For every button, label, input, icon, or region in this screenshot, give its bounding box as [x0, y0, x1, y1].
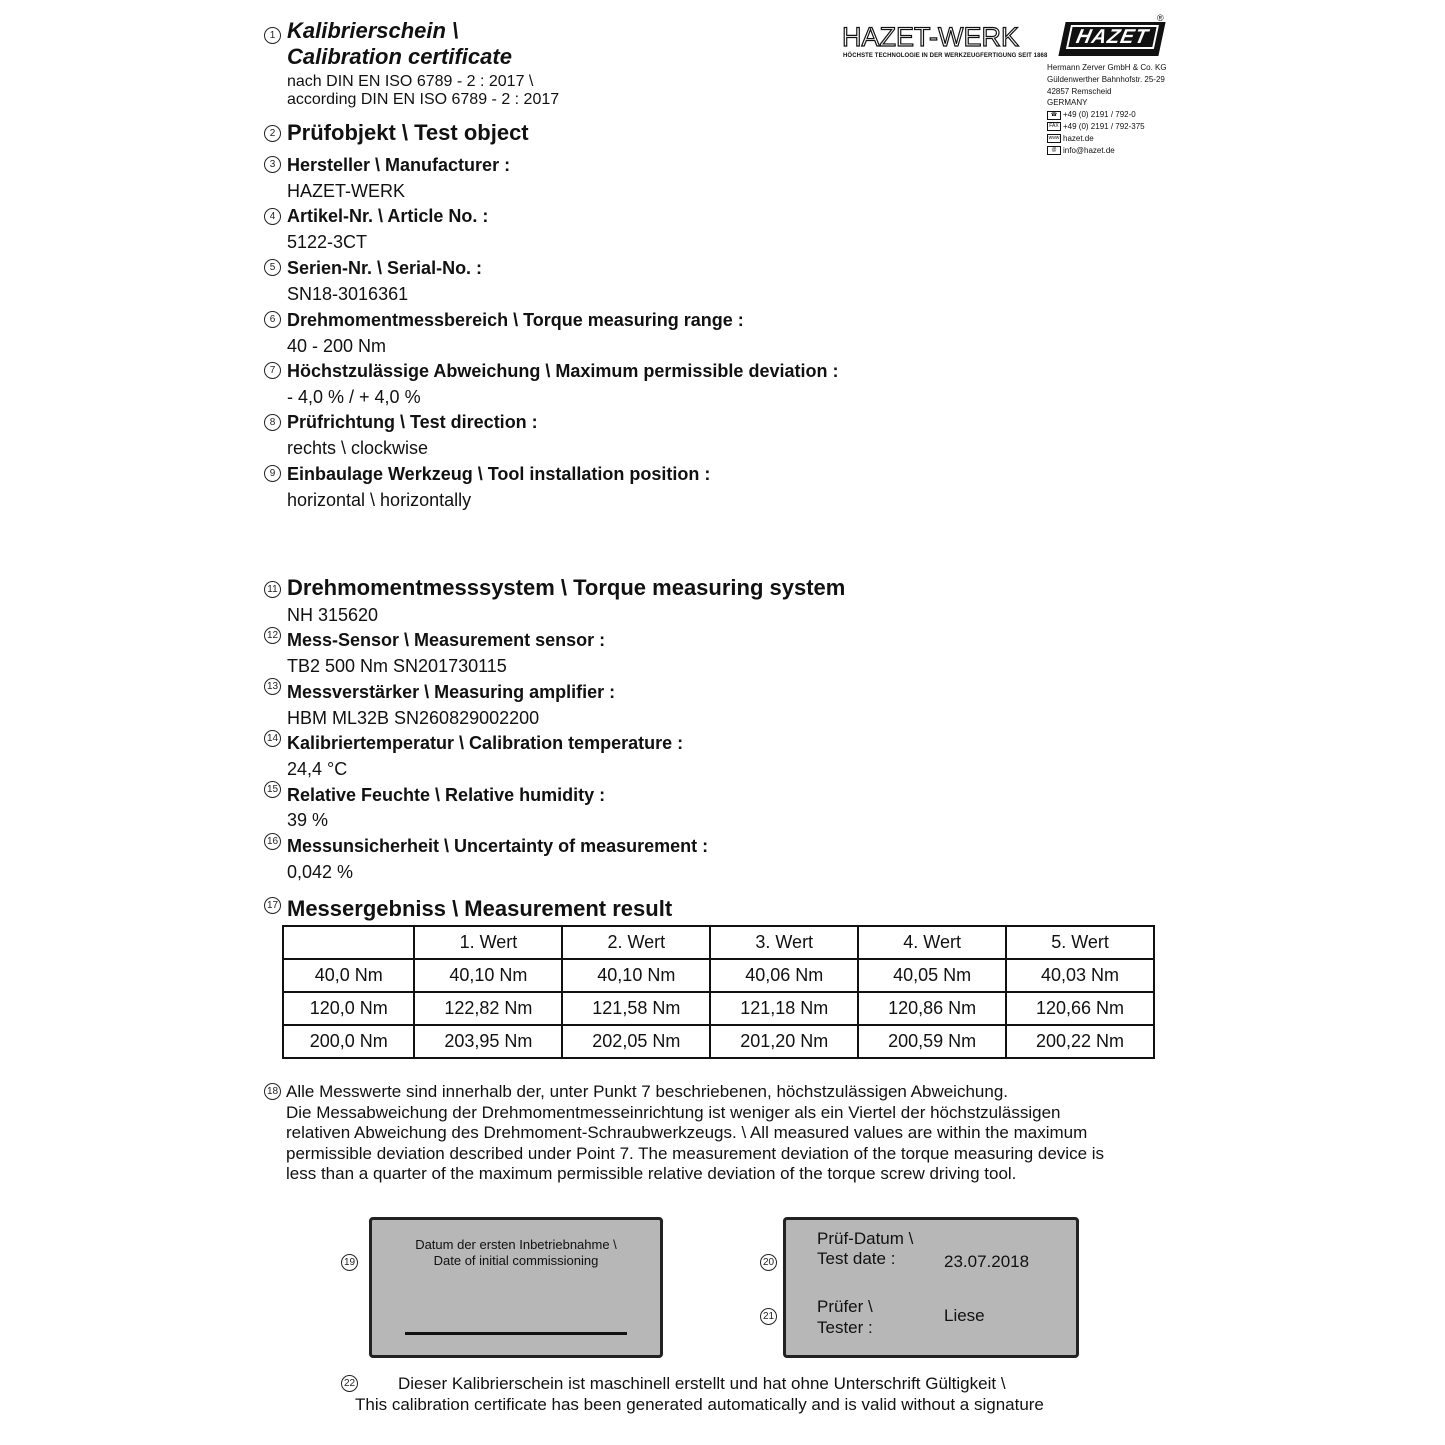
company-address [1047, 62, 1167, 156]
item-number-2: 2 [264, 125, 281, 142]
amplifier-label: Messverstärker \ Measuring amplifier : [287, 682, 616, 702]
address-fax: +49 (0) 2191 / 792-375 [1063, 121, 1145, 131]
item-number-9: 9 [264, 465, 281, 482]
item-number-18: 18 [264, 1083, 281, 1100]
humidity-value: 39 % [287, 810, 329, 830]
commissioning-box [369, 1217, 663, 1358]
address-phone-line [1047, 109, 1167, 121]
direction-value: rechts \ clockwise [287, 438, 429, 458]
table-cell: 202,05 Nm [562, 1025, 710, 1058]
norm-en: according DIN EN ISO 6789 - 2 : 2017 [287, 91, 560, 108]
table-header-cell: 2. Wert [562, 926, 710, 959]
system-heading: Drehmomentmesssystem \ Torque measuring system [287, 575, 846, 600]
registered-mark-icon: ® [1157, 13, 1164, 23]
table-cell: 121,18 Nm [710, 992, 858, 1025]
item-number-14: 14 [264, 730, 281, 747]
table-cell: 40,10 Nm [414, 959, 562, 992]
item-number-11: 11 [264, 581, 281, 598]
amplifier-value: HBM ML32B SN260829002200 [287, 708, 540, 728]
item-number-12: 12 [264, 627, 281, 644]
table-cell: 40,10 Nm [562, 959, 710, 992]
logo-tagline: HÖCHSTE TECHNOLOGIE IN DER WERKZEUGFERTIGUNG SEIT 1868 [843, 53, 1048, 59]
title-de: Kalibrierschein \ [287, 18, 459, 43]
manufacturer-label: Hersteller \ Manufacturer : [287, 155, 511, 175]
position-label: Einbaulage Werkzeug \ Tool installation position : [287, 464, 711, 484]
result-table [282, 925, 1155, 1059]
address-company: Hermann Zerver GmbH & Co. KG [1047, 63, 1167, 72]
footer-de: Dieser Kalibrierschein ist maschinell erstellt und hat ohne Unterschrift Gültigkeit \ [398, 1374, 1006, 1393]
table-cell: 40,03 Nm [1006, 959, 1154, 992]
address-fax-line [1047, 121, 1167, 133]
footer-en: This calibration certificate has been generated automatically and is valid without a signature [355, 1395, 1044, 1414]
note-line: relativen Abweichung des Drehmoment-Schraubwerkzeugs. \ All measured values are within the maximum [286, 1123, 1088, 1142]
test-date-label-en: Test date : [817, 1249, 896, 1268]
table-row [283, 959, 1154, 992]
title-en: Calibration certificate [287, 44, 512, 69]
commissioning-label-en: Date of initial commissioning [433, 1253, 599, 1268]
item-number-4: 4 [264, 208, 281, 225]
deviation-label: Höchstzulässige Abweichung \ Maximum permissible deviation : [287, 361, 839, 381]
address-country: GERMANY [1047, 98, 1088, 108]
address-email-line [1047, 145, 1167, 157]
serial-label: Serien-Nr. \ Serial-No. : [287, 258, 483, 278]
web-icon: www [1048, 135, 1060, 142]
item-number-15: 15 [264, 781, 281, 798]
position-value: horizontal \ horizontally [287, 490, 472, 510]
table-cell: 200,59 Nm [858, 1025, 1006, 1058]
table-header-cell: 5. Wert [1006, 926, 1154, 959]
item-number-7: 7 [264, 362, 281, 379]
serial-value: SN18-3016361 [287, 284, 409, 304]
uncertainty-label: Messunsicherheit \ Uncertainty of measurement : [287, 836, 709, 856]
range-value: 40 - 200 Nm [287, 336, 387, 356]
table-cell: 40,06 Nm [710, 959, 858, 992]
test-info-box [783, 1217, 1079, 1358]
temperature-label: Kalibriertemperatur \ Calibration temperature : [287, 733, 684, 753]
item-number-13: 13 [264, 678, 281, 695]
tester-label-de: Prüfer \ [817, 1297, 873, 1316]
test-date-label-de: Prüf-Datum \ [817, 1229, 914, 1248]
table-cell: 121,58 Nm [562, 992, 710, 1025]
table-header-cell: 1. Wert [414, 926, 562, 959]
table-cell: 122,82 Nm [414, 992, 562, 1025]
article-value: 5122-3CT [287, 232, 368, 252]
address-city: 42857 Remscheid [1047, 86, 1112, 96]
note-line: Die Messabweichung der Drehmomentmesseinrichtung ist weniger als ein Viertel der höchstzulässigen [286, 1102, 1061, 1122]
hazet-brand-text: HAZET [1066, 25, 1159, 49]
sensor-value: TB2 500 Nm SN201730115 [287, 656, 507, 676]
humidity-label: Relative Feuchte \ Relative humidity : [287, 785, 606, 805]
sensor-label: Mess-Sensor \ Measurement sensor : [287, 630, 606, 650]
phone-icon: ☎ [1047, 111, 1061, 120]
address-phone: +49 (0) 2191 / 792-0 [1063, 110, 1136, 120]
norm-de: nach DIN EN ISO 6789 - 2 : 2017 \ [287, 73, 534, 90]
item-number-22: 22 [341, 1375, 358, 1392]
table-cell: 120,0 Nm [283, 992, 414, 1025]
table-cell: 120,66 Nm [1006, 992, 1154, 1025]
tester-value: Liese [944, 1306, 985, 1325]
deviation-value: - 4,0 % / + 4,0 % [287, 387, 421, 407]
note-line: Alle Messwerte sind innerhalb der, unter Punkt 7 beschriebenen, höchstzulässigen Abweichung. [286, 1082, 1008, 1101]
test-object-heading: Prüfobjekt \ Test object [287, 120, 529, 145]
item-number-1: 1 [264, 27, 281, 44]
address-web-line [1047, 133, 1167, 145]
manufacturer-value: HAZET-WERK [287, 181, 406, 201]
table-cell: 120,86 Nm [858, 992, 1006, 1025]
item-number-19: 19 [341, 1254, 358, 1271]
table-cell: 40,05 Nm [858, 959, 1006, 992]
test-date-value: 23.07.2018 [944, 1252, 1030, 1271]
table-row [283, 1025, 1154, 1058]
note-line: less than a quarter of the maximum permissible relative deviation of the torque screw driving tool. [286, 1164, 1017, 1183]
article-label: Artikel-Nr. \ Article No. : [287, 206, 489, 226]
item-number-21: 21 [760, 1308, 777, 1325]
address-email: info@hazet.de [1063, 145, 1115, 155]
table-cell: 200,22 Nm [1006, 1025, 1154, 1058]
hazet-werk-logo: HAZET-WERK [842, 22, 1020, 52]
tester-label-en: Tester : [817, 1318, 873, 1337]
table-cell: 203,95 Nm [414, 1025, 562, 1058]
hazet-brand-logo [1058, 22, 1165, 56]
address-web: hazet.de [1063, 133, 1094, 143]
signature-line [405, 1332, 627, 1335]
item-number-17: 17 [264, 897, 281, 914]
table-cell: 40,0 Nm [283, 959, 414, 992]
table-header-cell: 3. Wert [710, 926, 858, 959]
item-number-16: 16 [264, 833, 281, 850]
note-line: permissible deviation described under Point 7. The measurement deviation of the torque measuring device is [286, 1143, 1105, 1163]
direction-label: Prüfrichtung \ Test direction : [287, 412, 538, 432]
table-cell: 200,0 Nm [283, 1025, 414, 1058]
uncertainty-value: 0,042 % [287, 862, 354, 882]
table-header-cell [283, 926, 414, 959]
item-number-8: 8 [264, 414, 281, 431]
item-number-3: 3 [264, 156, 281, 173]
system-id: NH 315620 [287, 605, 379, 625]
item-number-6: 6 [264, 311, 281, 328]
table-row [283, 992, 1154, 1025]
result-note [286, 1082, 1104, 1185]
item-number-20: 20 [760, 1254, 777, 1271]
email-icon: @ [1047, 146, 1061, 155]
fax-icon: FAX [1047, 122, 1061, 131]
table-header-row [283, 926, 1154, 959]
address-street: Güldenwerther Bahnhofstr. 25-29 [1047, 74, 1165, 84]
table-header-cell: 4. Wert [858, 926, 1006, 959]
temperature-value: 24,4 °C [287, 759, 348, 779]
range-label: Drehmomentmessbereich \ Torque measuring range : [287, 310, 744, 330]
item-number-5: 5 [264, 259, 281, 276]
table-cell: 201,20 Nm [710, 1025, 858, 1058]
result-heading: Messergebniss \ Measurement result [287, 896, 673, 921]
commissioning-label-de: Datum der ersten Inbetriebnahme \ [415, 1237, 617, 1252]
